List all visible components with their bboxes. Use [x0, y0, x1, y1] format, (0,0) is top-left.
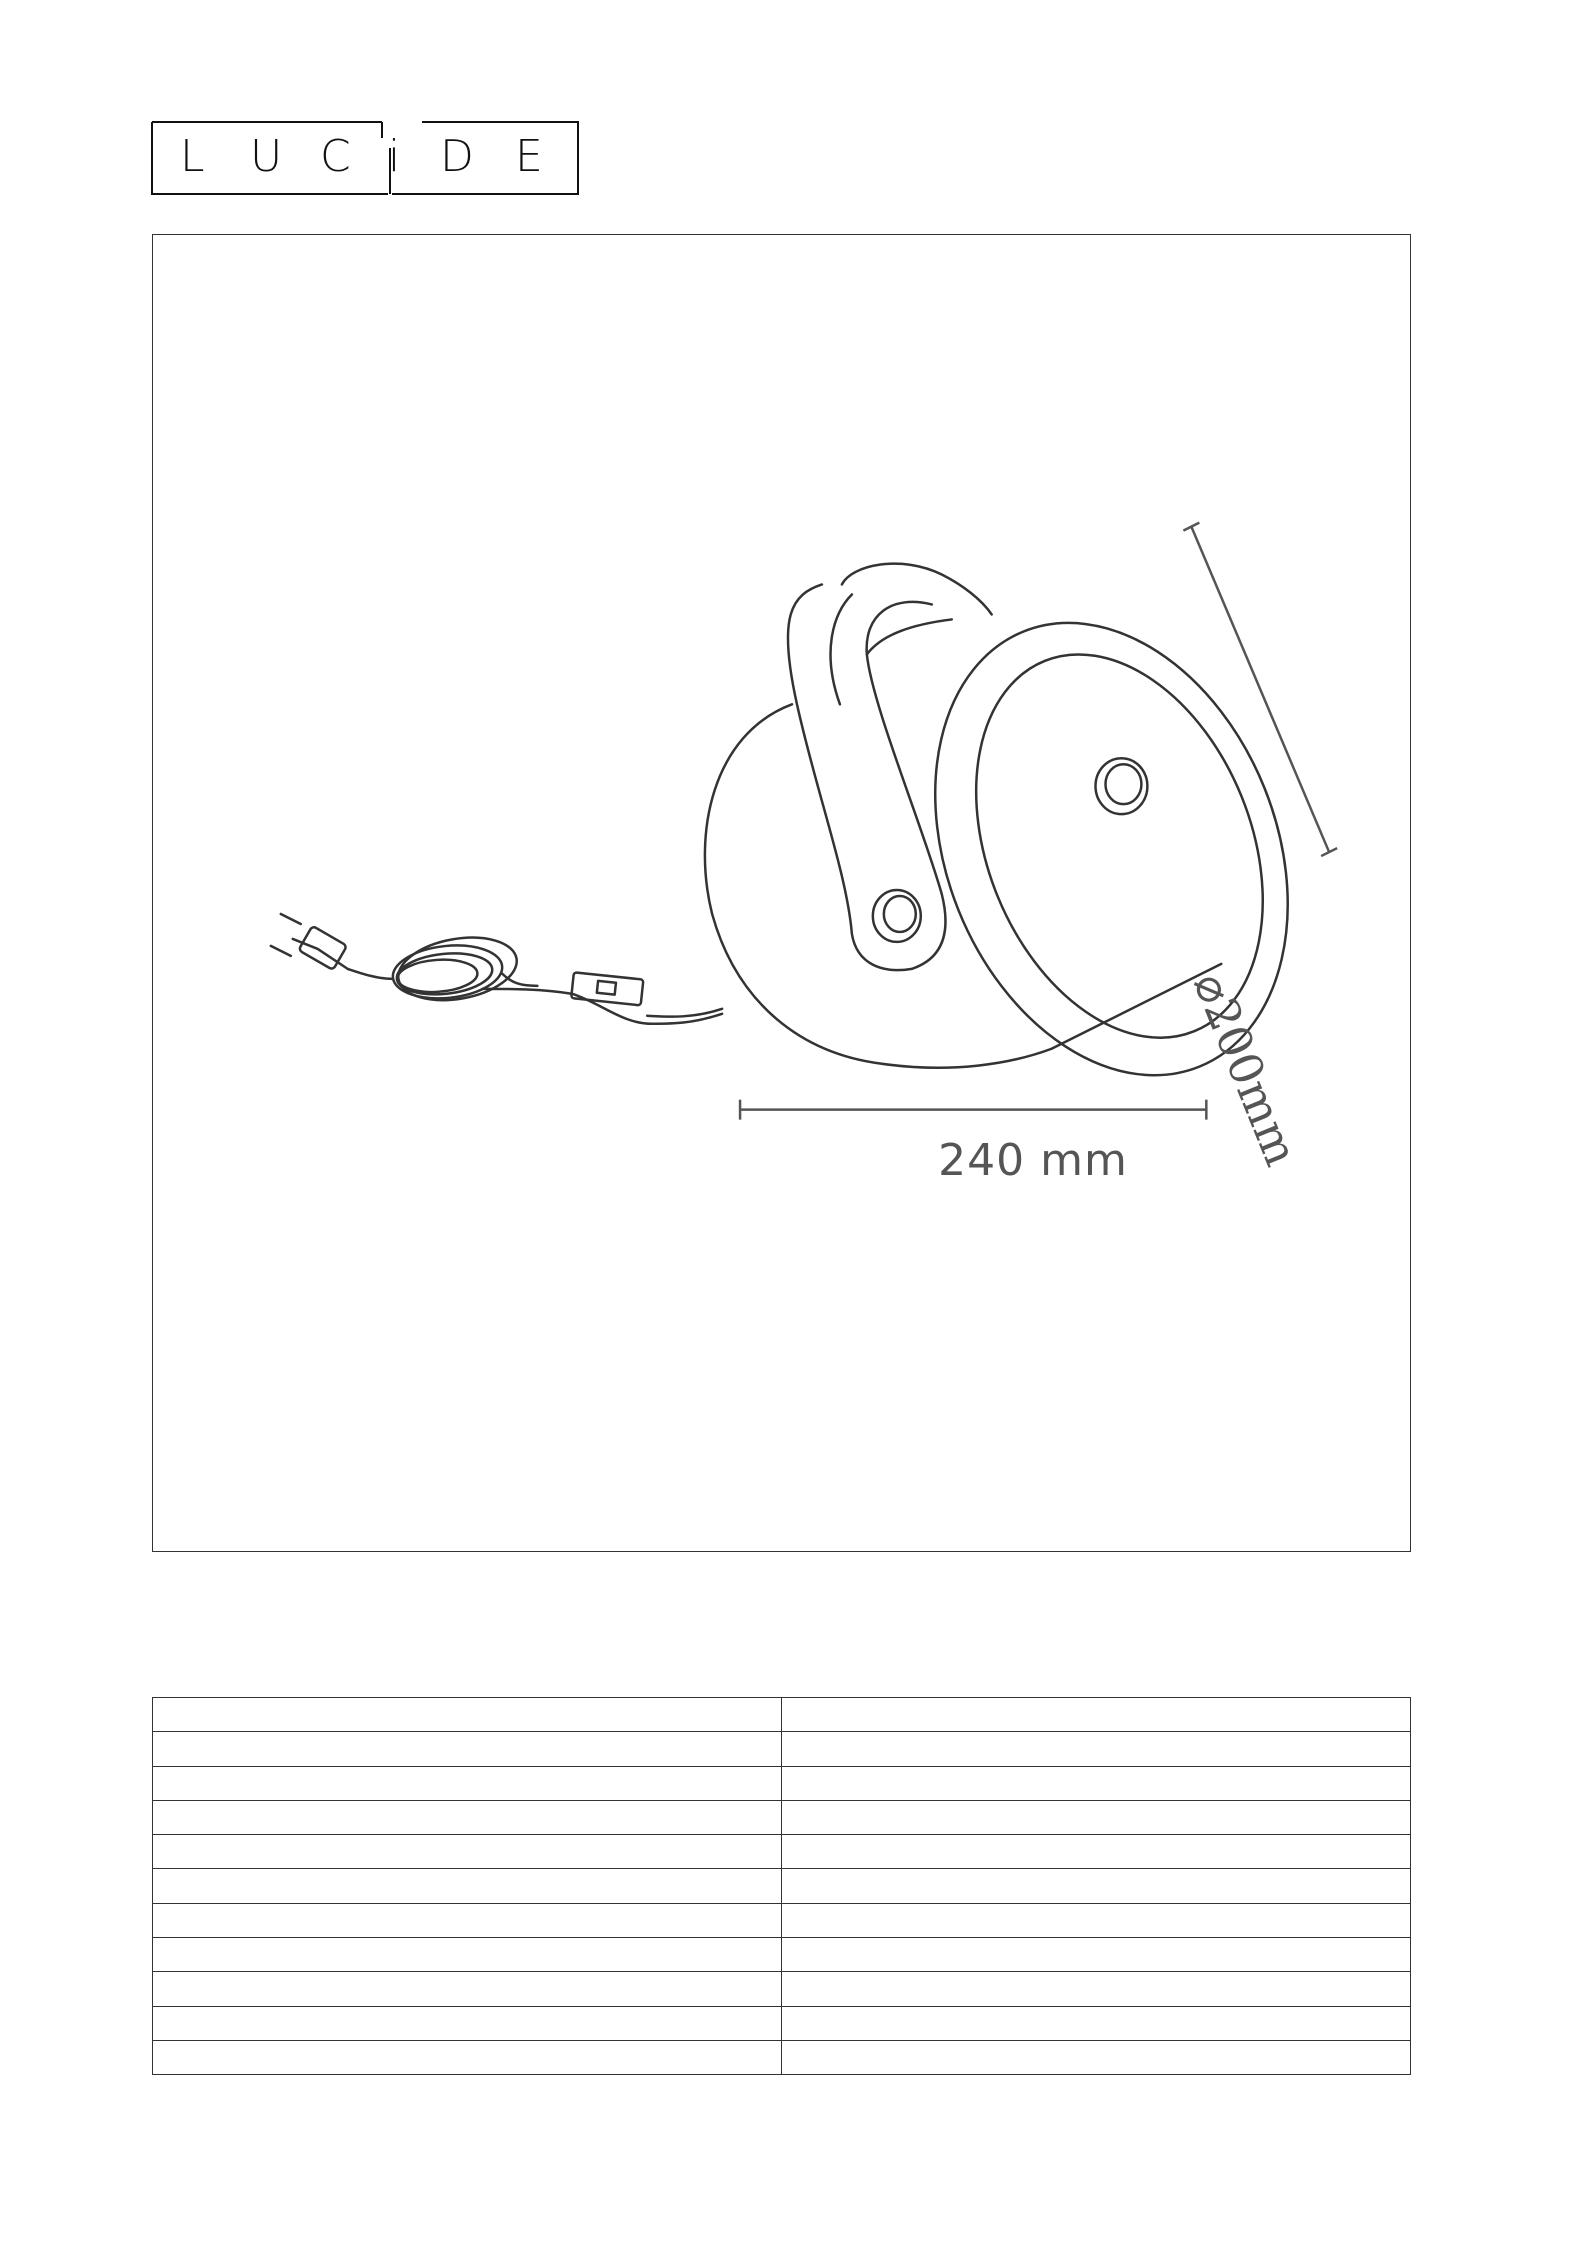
logo-letter-e: E [515, 131, 543, 182]
lamp-handle-knob [873, 890, 921, 942]
spec-value-cell [782, 1800, 1411, 1834]
logo-letter-u: U [250, 131, 283, 182]
power-plug [271, 914, 348, 969]
table-row [153, 1972, 1411, 2006]
table-row [153, 1732, 1411, 1766]
spec-label-cell [153, 2006, 782, 2040]
diameter-dimension-line [1183, 523, 1337, 856]
lamp-body-back [705, 704, 1052, 1067]
lamp-front-ring-outer [871, 570, 1352, 1129]
spec-value-cell [782, 1835, 1411, 1869]
spec-value-cell [782, 1938, 1411, 1972]
table-row [153, 2040, 1411, 2074]
spec-label-cell [153, 1800, 782, 1834]
diameter-dimension-label: ⌀200mm [1182, 965, 1309, 1174]
spec-label-cell [153, 1869, 782, 1903]
logo-letter-l: L [180, 131, 205, 182]
logo-letter-i: i [388, 131, 401, 182]
table-row [153, 1698, 1411, 1732]
logo-letter-c: C [320, 131, 351, 182]
spec-value-cell [782, 1732, 1411, 1766]
spec-value-cell [782, 1698, 1411, 1732]
table-row [153, 1869, 1411, 1903]
table-row [153, 1938, 1411, 1972]
spec-label-cell [153, 1972, 782, 2006]
spec-value-cell [782, 1869, 1411, 1903]
spec-table [152, 1697, 1411, 2075]
spec-label-cell [153, 1835, 782, 1869]
table-row [153, 2006, 1411, 2040]
table-row [153, 1903, 1411, 1937]
spec-value-cell [782, 1972, 1411, 2006]
spec-label-cell [153, 1903, 782, 1937]
table-row [153, 1835, 1411, 1869]
spec-label-cell [153, 1766, 782, 1800]
spec-label-cell [153, 2040, 782, 2074]
table-row [153, 1766, 1411, 1800]
spec-value-cell [782, 1903, 1411, 1937]
spec-label-cell [153, 1938, 782, 1972]
technical-drawing-frame [152, 234, 1411, 1552]
logo-letter-d: D [440, 131, 474, 182]
spec-label-cell [153, 1698, 782, 1732]
brand-logo [150, 118, 580, 198]
spec-value-cell [782, 2006, 1411, 2040]
table-row [153, 1800, 1411, 1834]
spec-value-cell [782, 2040, 1411, 2074]
lamp-drawing [153, 235, 1410, 1551]
lamp-handle [788, 584, 946, 970]
width-dimension-line [740, 1100, 1206, 1120]
inline-switch [571, 972, 643, 1005]
width-dimension-label: 240 mm [938, 1135, 1128, 1186]
spec-label-cell [153, 1732, 782, 1766]
lamp-center-knob [1096, 758, 1148, 814]
spec-value-cell [782, 1766, 1411, 1800]
